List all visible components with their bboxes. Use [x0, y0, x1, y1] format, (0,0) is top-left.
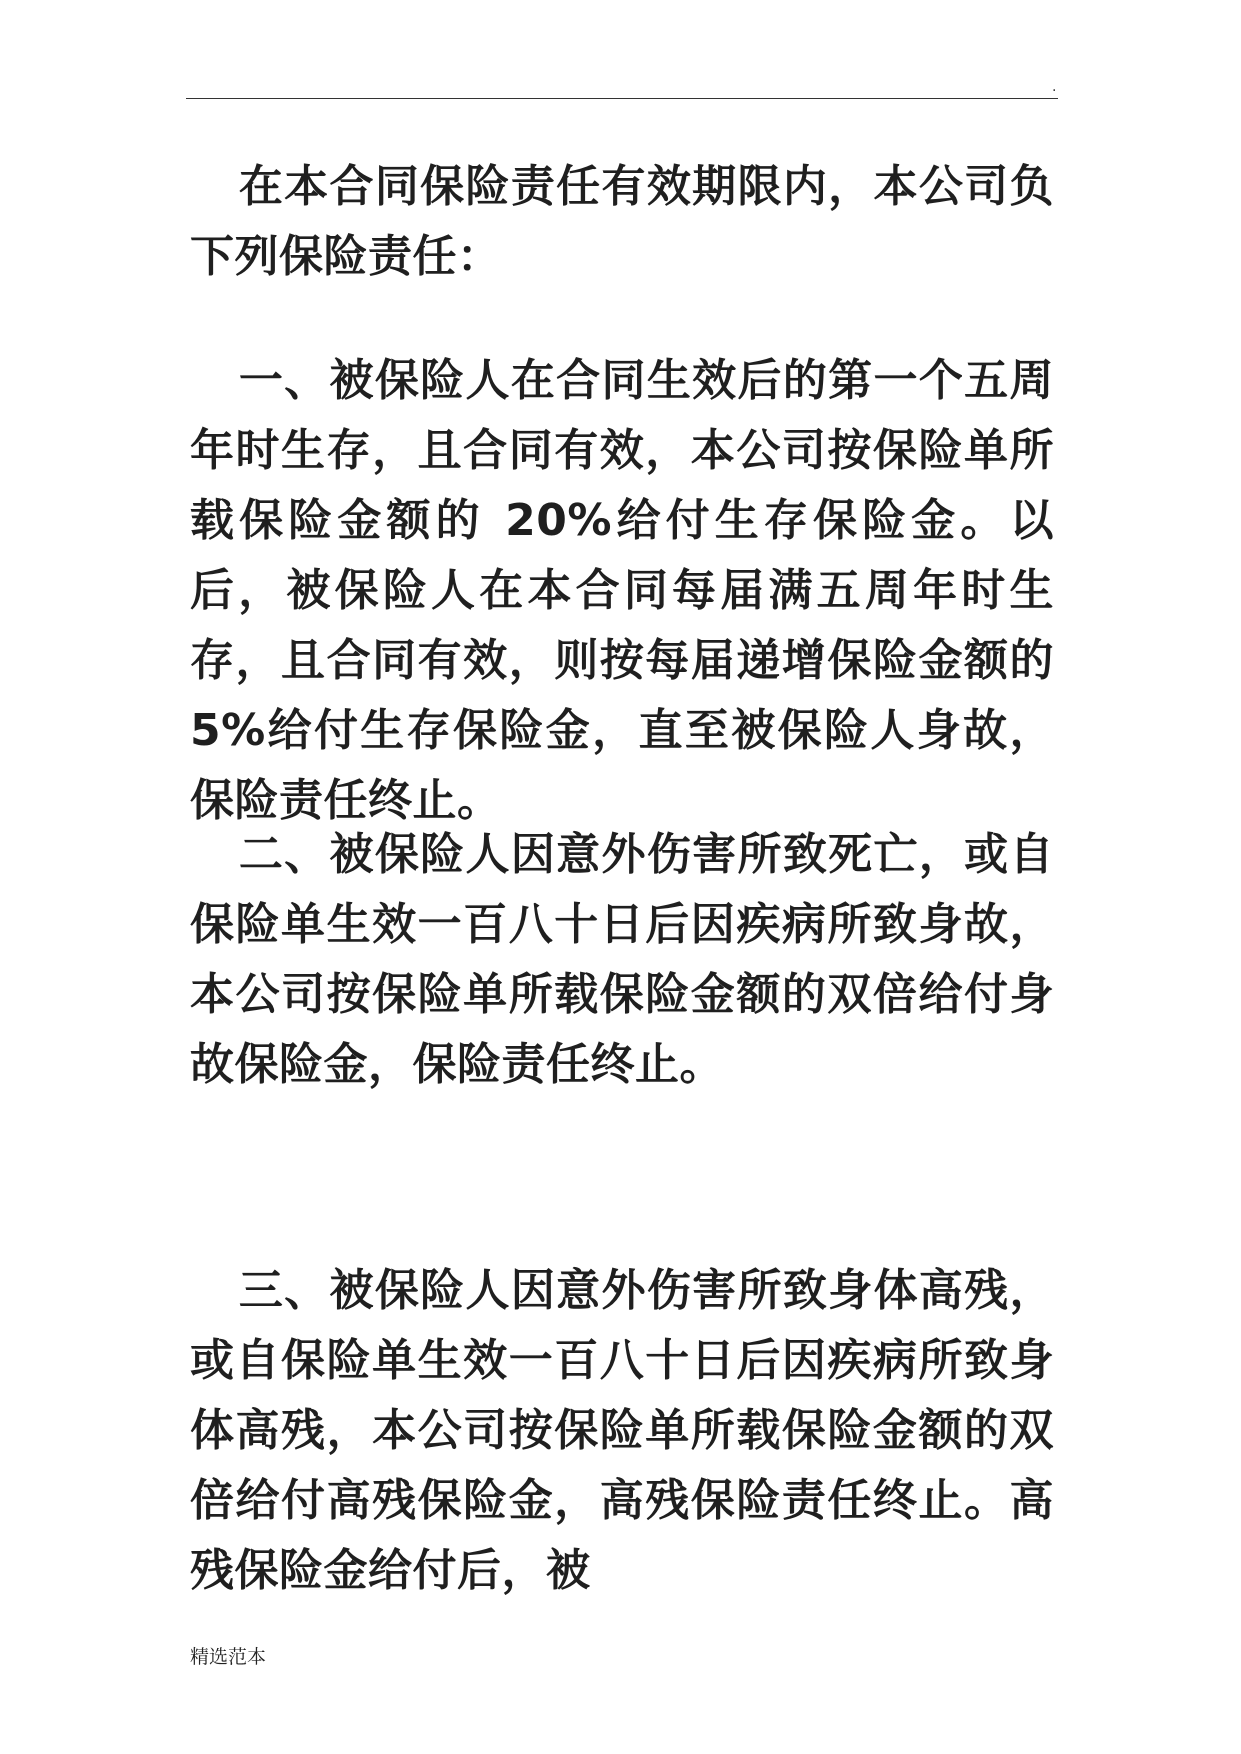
footer-label: 精选范本 — [190, 1646, 267, 1668]
paragraph-clause-2 — [190, 820, 1054, 1100]
paragraph-clause-3-text: 三、被保险人因意外伤害所致身体高残，或自保险单生效一百八十日后因疾病所致身体高残，本公司按保险单所载保险金额的双倍给付高残保险金，高残保险责任终止。高残保险金给付后，被 — [190, 1265, 1054, 1596]
paragraph-clause-3 — [190, 1256, 1054, 1606]
paragraph-clause-1 — [190, 346, 1054, 836]
header-mark: . — [1052, 79, 1057, 95]
paragraph-intro-text: 在本合同保险责任有效期限内，本公司负下列保险责任： — [190, 161, 1054, 282]
paragraph-clause-1-text: 一、被保险人在合同生效后的第一个五周年时生存，且合同有效，本公司按保险单所载保险金额的 20%给付生存保险金。以后，被保险人在本合同每届满五周年时生存，且合同有效，则按每届递增保险金额的 5%给付生存保险金，直至被保险人身故，保险责任终止。 — [190, 355, 1054, 826]
paragraph-clause-2-text: 二、被保险人因意外伤害所致死亡，或自保险单生效一百八十日后因疾病所致身故，本公司按保险单所载保险金额的双倍给付身故保险金，保险责任终止。 — [190, 829, 1054, 1090]
paragraph-intro — [190, 152, 1054, 292]
header-rule — [186, 98, 1058, 99]
